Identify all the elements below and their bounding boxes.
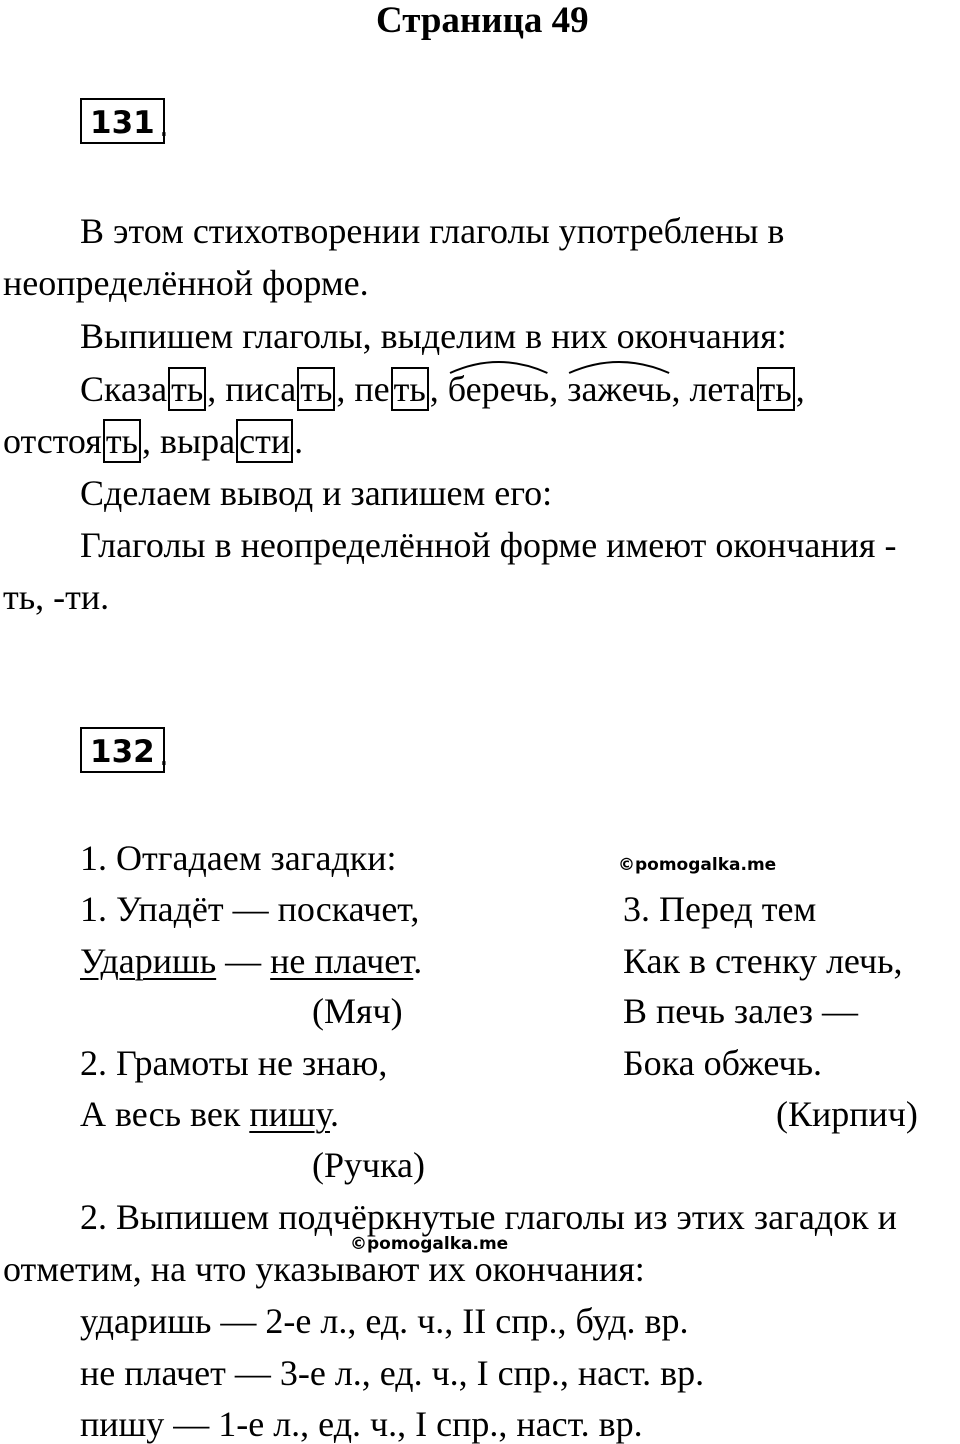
- answer-line: пишу — 1-е л., ед. ч., I спр., наст. вр.: [80, 1404, 643, 1444]
- verb-ending-box: ть: [391, 367, 429, 411]
- verb-stem: пе: [354, 369, 390, 409]
- riddle-1-answer: (Мяч): [312, 991, 403, 1031]
- verbs-line-1: [80, 371, 805, 407]
- verb-ending-box: ть: [168, 367, 206, 411]
- watermark-text: ©pomogalka.me: [618, 855, 777, 875]
- underlined-verb: не плачет: [270, 941, 414, 981]
- paragraph-line: Глаголы в неопределённой форме имеют окончания -: [80, 525, 897, 565]
- verb-ending-box: сти: [236, 419, 293, 463]
- verb-ending-box: ть: [103, 419, 141, 463]
- riddle-3-line-3: В печь залез —: [623, 991, 859, 1031]
- riddle-3-line-4: Бока обжечь.: [623, 1043, 823, 1083]
- verb-stem: Сказа: [80, 369, 168, 409]
- text-fragment: А весь век: [80, 1094, 250, 1134]
- riddle-2-line-1: 2. Грамоты не знаю,: [80, 1043, 388, 1083]
- separator: ,: [336, 369, 355, 409]
- separator: ,: [671, 369, 690, 409]
- riddles-intro: 1. Отгадаем загадки:: [80, 838, 397, 878]
- task-2-line-2: отметим, на что указывают их окончания:: [3, 1249, 645, 1289]
- paragraph-line: Выпишем глаголы, выделим в них окончания:: [80, 316, 787, 356]
- separator: .: [294, 421, 304, 461]
- text-fragment: —: [216, 941, 271, 981]
- page-title: Страница 49: [376, 0, 589, 41]
- task-2-line-1: 2. Выпишем подчёркнутые глаголы из этих загадок и: [80, 1197, 897, 1237]
- separator: ,: [795, 369, 805, 409]
- verb-stem: выра: [159, 421, 236, 461]
- task-number-box: 132: [80, 727, 165, 773]
- answer-line: ударишь — 2-е л., ед. ч., II спр., буд. вр.: [80, 1301, 689, 1341]
- riddle-3-line-2: Как в стенку лечь,: [623, 941, 903, 981]
- root-arc-icon: [567, 359, 671, 375]
- verb-stem: лета: [689, 369, 756, 409]
- underlined-verb: пишу: [249, 1094, 330, 1134]
- verb-stem: писа: [225, 369, 297, 409]
- riddle-2-answer: (Ручка): [312, 1145, 426, 1185]
- answer-line: не плачет — 3-е л., ед. ч., I спр., наст. вр.: [80, 1353, 705, 1393]
- riddle-3-line-1: 3. Перед тем: [623, 889, 817, 929]
- riddle-1-line-2: [80, 943, 422, 979]
- verb-with-root-arc: зажечь: [567, 371, 671, 407]
- verb-ending-box: ть: [297, 367, 335, 411]
- task-number-dot: .: [159, 108, 169, 144]
- underlined-verb: Ударишь: [80, 941, 217, 981]
- paragraph-line: Сделаем вывод и запишем его:: [80, 473, 553, 513]
- separator: ,: [549, 369, 568, 409]
- paragraph-line: неопределённой форме.: [3, 263, 369, 303]
- separator: ,: [141, 421, 160, 461]
- verb-stem: отстоя: [3, 421, 102, 461]
- task-number-box: 131: [80, 98, 165, 144]
- paragraph-line: В этом стихотворении глаголы употреблены в: [80, 211, 785, 251]
- watermark-text: ©pomogalka.me: [350, 1234, 509, 1254]
- riddle-2-line-2: [80, 1096, 339, 1132]
- text-fragment: .: [413, 941, 423, 981]
- separator: ,: [429, 369, 448, 409]
- riddle-1-line-1: 1. Упадёт — поскачет,: [80, 889, 420, 929]
- verb-with-root-arc: беречь: [448, 371, 549, 407]
- task-number-dot: .: [159, 737, 169, 773]
- text-fragment: .: [329, 1094, 339, 1134]
- root-arc-icon: [448, 359, 549, 375]
- separator: ,: [207, 369, 226, 409]
- verb-ending-box: ть: [757, 367, 795, 411]
- verbs-line-2: [3, 423, 303, 459]
- paragraph-line: ть, -ти.: [3, 577, 110, 617]
- riddle-3-answer: (Кирпич): [776, 1094, 918, 1134]
